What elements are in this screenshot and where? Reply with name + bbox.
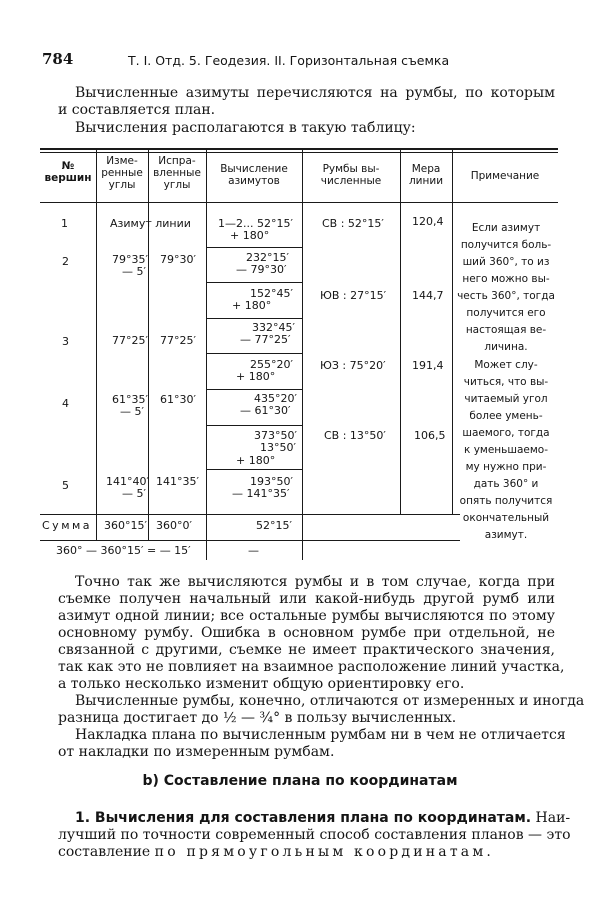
sum-label: Сумма [42, 519, 93, 532]
table-rule-sum [40, 514, 460, 515]
table-col-rule-6 [452, 150, 453, 515]
row-2-measured-1: 79°35′ [112, 253, 148, 266]
body-line: съемке получен начальный или какой-нибудь другой румб или [58, 591, 555, 607]
note-1-line: настоящая ве- [465, 324, 547, 336]
section-lead: 1. Вычисления для составления плана по координатам. [75, 810, 532, 826]
row-3-corrected: 77°25′ [160, 334, 196, 347]
header-length-line: Мера [411, 163, 441, 175]
row-2-azimuth-2: — 79°30′ [236, 263, 287, 276]
table-col-rule-4 [302, 150, 303, 560]
header-length-line: линии [408, 175, 444, 187]
section-lead-rest: Наи- [531, 810, 571, 826]
body-line: Точно так же вычисляются румбы и в том случае, когда при [75, 574, 555, 590]
row-3-azimuth-3: 255°20′ [250, 358, 293, 371]
header-measured-line: Изме- [106, 155, 138, 167]
diff-label: 360° — 360°15′ = — 15′ [56, 544, 191, 557]
row-1-length: 120,4 [412, 215, 444, 228]
row-2-vertex: 2 [62, 255, 69, 268]
row-2-measured-2: — 5′ [122, 265, 146, 278]
note-1-line: личина. [484, 341, 528, 353]
row-5-azimuth-1: 193°50′ [250, 475, 293, 488]
az-rule [206, 282, 302, 283]
row-3-length: 191,4 [412, 359, 444, 372]
row-5-azimuth-2: — 141°35′ [232, 487, 290, 500]
row-4-azimuth-3: 373°50′ [254, 429, 297, 442]
row-1-vertex: 1 [61, 217, 68, 230]
az-rule [206, 469, 302, 470]
note-2-line: читься, что вы- [463, 376, 549, 388]
header-azimuth-line: азимутов [228, 175, 280, 187]
header-note: Примечание [470, 170, 540, 182]
note-1-line: получится боль- [460, 239, 552, 251]
header-measured [96, 155, 148, 191]
row-5-vertex: 5 [62, 479, 69, 492]
note-2-line: опять получится [459, 495, 553, 507]
row-2-bearing: ЮВ : 27°15′ [320, 289, 387, 302]
row-4-bearing: СВ : 13°50′ [324, 429, 386, 442]
row-1-azimuth-2: + 180° [230, 229, 270, 242]
row-1-azimuth-1: 1—2... 52°15′ [218, 217, 293, 230]
note-2-line: читаемый угол [464, 393, 548, 405]
header-vertex [40, 160, 96, 184]
header-azimuth [206, 163, 302, 187]
note-2-line: му нужно при- [465, 461, 547, 473]
row-5-corrected: 141°35′ [156, 475, 199, 488]
table-rule-top-inner [40, 152, 558, 153]
header-bearings-line: численные [320, 175, 382, 187]
az-rule [206, 318, 302, 319]
row-3-azimuth-1: 332°45′ [252, 321, 295, 334]
page-number: 784 [42, 50, 74, 68]
note-1 [456, 220, 556, 356]
row-4-azimuth-1: 435°20′ [254, 392, 297, 405]
note-2-line: к уменьшаемо- [464, 444, 548, 456]
body-line: разница достигает до ½ — ¾° в пользу вычисленных. [58, 710, 457, 726]
row-4-azimuth-2: — 61°30′ [240, 404, 291, 417]
table-rule-diff [40, 540, 460, 541]
row-3-azimuth-2: — 77°25′ [240, 333, 291, 346]
row-3-measured: 77°25′ [112, 334, 148, 347]
header-vertex-line: вершин [44, 172, 92, 184]
section-line-1 [75, 810, 571, 827]
body-line: так как это не повлияет на взаимное расположение линий участка, [58, 659, 565, 675]
row-5-measured-2: — 5′ [122, 487, 146, 500]
row-2-length: 144,7 [412, 289, 444, 302]
table-col-rule-3 [206, 150, 207, 560]
row-3-azimuth-4: + 180° [236, 370, 276, 383]
body-line: связанной с другими, съемке не имеет практического значения, [58, 642, 555, 658]
row-5-measured-1: 141°40′ [106, 475, 149, 488]
row-2-azimuth-1: 232°15′ [246, 251, 289, 264]
intro-line-3: Вычисления располагаются в такую таблицу: [75, 120, 416, 136]
row-4-azimuth-5: + 180° [236, 454, 276, 467]
note-2 [456, 357, 556, 544]
row-3-vertex: 3 [62, 335, 69, 348]
header-length [400, 163, 452, 187]
table-col-rule-1 [96, 150, 97, 540]
note-1-line: получится его [466, 307, 546, 319]
body-line: от накладки по измеренным румбам. [58, 744, 335, 760]
table-rule-header [40, 202, 558, 203]
section-title: b) Составление плана по координатам [142, 773, 458, 789]
row-1-measured: Азимут линии [110, 217, 191, 230]
sum-corrected: 360°0′ [156, 519, 192, 532]
az-rule [206, 425, 302, 426]
header-measured-line: ренные [101, 167, 143, 179]
header-corrected-line: вленные [153, 167, 201, 179]
table-col-rule-5 [400, 150, 401, 515]
section-line-3-start: составление [58, 844, 155, 860]
header-azimuth-line: Вычисление [220, 163, 288, 175]
intro-line-2: и составляется план. [58, 102, 216, 118]
header-corrected-line: углы [163, 179, 191, 191]
section-line-3 [58, 844, 494, 861]
note-2-line: азимут. [484, 529, 528, 541]
row-4-corrected: 61°30′ [160, 393, 196, 406]
sum-azimuth: 52°15′ [256, 519, 292, 532]
az-rule [206, 247, 302, 248]
row-1-bearing: СВ : 52°15′ [322, 217, 384, 230]
header-vertex-line: № [61, 160, 75, 172]
row-2-azimuth-4: + 180° [232, 299, 272, 312]
body-line: основному румбу. Ошибка в основном румбе при отдельной, не [58, 625, 555, 641]
body-line: а только несколько изменит общую ориентировку его. [58, 676, 465, 692]
row-4-measured-2: — 5′ [120, 405, 144, 418]
note-1-line: него можно вы- [462, 273, 550, 285]
header-bearings-line: Румбы вы- [322, 163, 380, 175]
note-1-line: Если азимут [471, 222, 541, 234]
note-1-line: ший 360°, то из [462, 256, 550, 268]
az-rule [206, 353, 302, 354]
header-bearings [302, 163, 400, 187]
row-2-corrected: 79°30′ [160, 253, 196, 266]
note-2-line: Может слу- [474, 359, 538, 371]
header-measured-line: углы [108, 179, 136, 191]
sum-measured: 360°15′ [104, 519, 147, 532]
row-3-bearing: ЮЗ : 75°20′ [320, 359, 386, 372]
header-corrected [148, 155, 206, 191]
diff-azimuth: — [248, 544, 259, 557]
row-4-vertex: 4 [62, 397, 69, 410]
row-2-azimuth-3: 152°45′ [250, 287, 293, 300]
note-2-line: шаемого, тогда [462, 427, 550, 439]
intro-line-1: Вычисленные азимуты перечисляются на румбы, по которым [75, 85, 555, 101]
section-line-3-spaced: по прямоугольным координатам. [154, 844, 495, 860]
row-4-measured-1: 61°35′ [112, 393, 148, 406]
row-4-azimuth-4: 13°50′ [260, 441, 296, 454]
body-line: Вычисленные румбы, конечно, отличаются от измеренных и иногда [75, 693, 585, 709]
section-line-2: лучший по точности современный способ составления планов — это [58, 827, 571, 843]
body-line: азимут одной линии; все остальные румбы вычисляются по этому [58, 608, 555, 624]
note-2-line: более умень- [469, 410, 543, 422]
note-1-line: честь 360°, тогда [457, 290, 555, 302]
row-4-length: 106,5 [414, 429, 446, 442]
note-2-line: окончательный [462, 512, 550, 524]
table-rule-top [40, 148, 558, 150]
note-2-line: дать 360° и [473, 478, 539, 490]
az-rule [206, 389, 302, 390]
running-title: Т. I. Отд. 5. Геодезия. II. Горизонтальная съемка [128, 53, 450, 68]
header-corrected-line: Испра- [158, 155, 196, 167]
body-line: Накладка плана по вычисленным румбам ни в чем не отличается [75, 727, 566, 743]
